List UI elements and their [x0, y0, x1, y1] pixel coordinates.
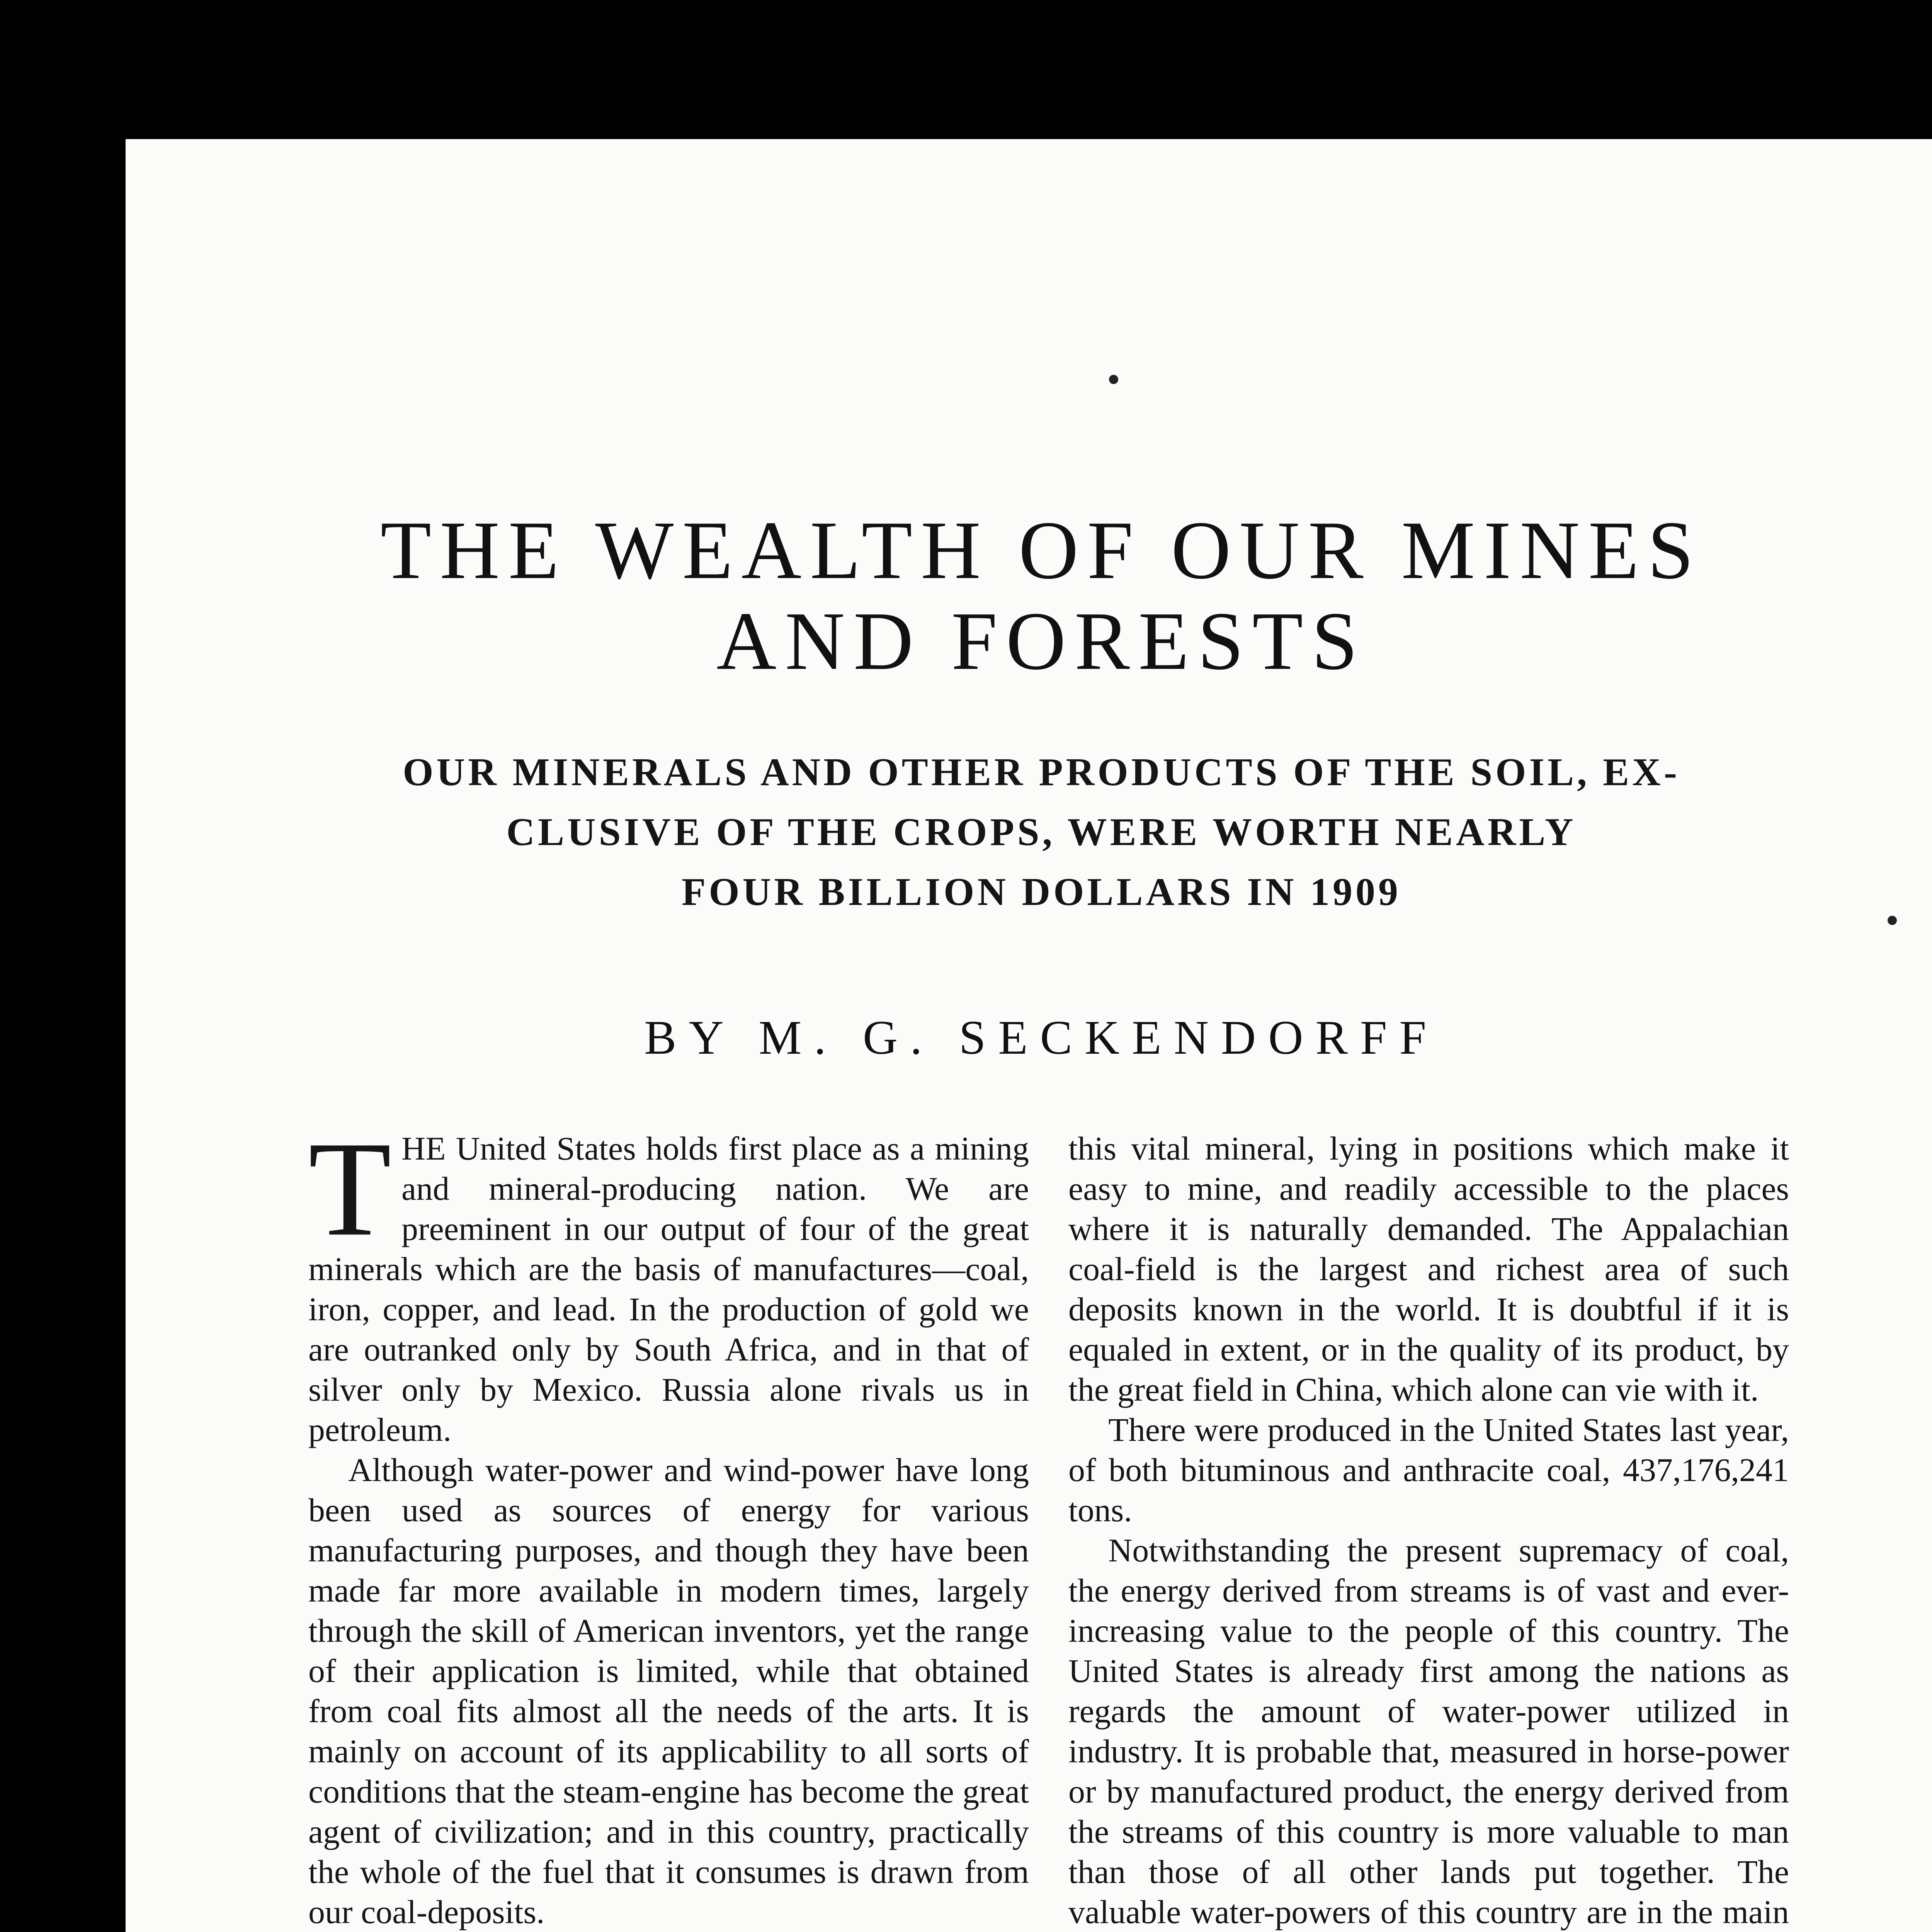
paragraph-6: Notwithstanding the present supremacy of coal, the energy derived from streams is of vast and ever-increasing value to the people of this country. The United States is already first among the nations as regards the amount of water-power utilized in industry. It is probable that, measured in horse-power or by manufactured product, the energy derived from the streams of this country is more valuable to man than those of all other lands put together. The valuable water-powers of this country are in the main	[1068, 1532, 1789, 1930]
author-byline: BY M. G. SECKENDORFF	[644, 1011, 1439, 1065]
article-subtitle-line-3: FOUR BILLION DOLLARS IN 1909	[682, 870, 1401, 914]
paragraph-1	[308, 1114, 1029, 1450]
paragraph-2: Although water-power and wind-power have long been used as sources of energy for various manufacturing purposes, and though they have been made far more available in modern times, largely through the skill of American inventors, yet the range of their application is limited, while that obtained from coal fits almost all the needs of the arts. It is mainly on account of its applicability to all sorts of conditions that the steam-engine has become the great agent of civilization; and in this country, practically the whole of the fuel that it consumes is drawn from our coal-deposits.	[308, 1451, 1029, 1930]
print-speck	[1109, 375, 1118, 384]
paragraph-5: There were produced in the United States last year, of both bituminous and anthracite coal, 437,176,241 tons.	[1068, 1411, 1789, 1529]
left-text-column	[308, 1114, 1029, 1932]
paragraph-1-text: HE United States holds first place as a mining and mineral-producing nation. We are preeminent in our output of four of the great minerals which are the basis of manufactures—coal, iron, copper, and lead. In the production of gold we are outranked only by South Africa, and in that of silver only by Mexico. Russia alone rivals us in petroleum.	[308, 1130, 1029, 1448]
drop-cap: T	[308, 1114, 392, 1264]
article-title-line-2: AND FORESTS	[716, 595, 1366, 687]
print-speck	[1888, 916, 1897, 925]
paragraph-4-continued: this vital mineral, lying in positions which make it easy to mine, and readily accessible to the places where it is naturally demanded. The Appalachian coal-field is the largest and richest area of such deposits known in the world. It is doubtful if it is equaled in extent, or in the quality of its product, by the great field in China, which alone can vie with it.	[1068, 1130, 1789, 1408]
magazine-page	[126, 139, 1932, 1932]
article-title-line-1: THE WEALTH OF OUR MINES	[380, 504, 1702, 596]
right-text-column	[1068, 1128, 1789, 1932]
article-subtitle-line-1: OUR MINERALS AND OTHER PRODUCTS OF THE SOIL, EX-	[403, 750, 1680, 794]
article-subtitle-line-2: CLUSIVE OF THE CROPS, WERE WORTH NEARLY	[506, 810, 1577, 854]
